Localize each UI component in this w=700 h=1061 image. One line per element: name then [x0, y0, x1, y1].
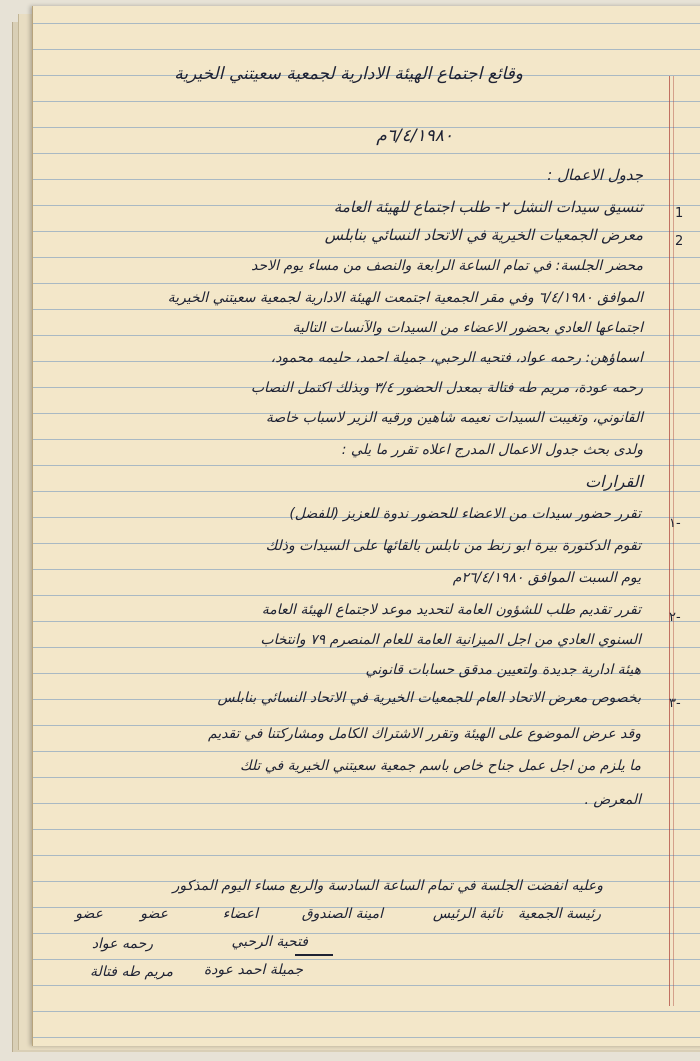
minutes-line: محضر الجلسة: في تمام الساعة الرابعة والنصف من مساء يوم الاحد: [251, 258, 643, 274]
decision-line: السنوي العادي من اجل الميزانية العامة للعام المنصرم ٧٩ وانتخاب: [260, 632, 641, 648]
agenda-number: 2: [675, 234, 684, 249]
margin-line: [673, 76, 674, 1006]
signature-name: فتحية الرحبي: [231, 934, 308, 950]
decision-number: ٣-: [669, 696, 681, 711]
signature-name: مريم طه فتالة: [90, 964, 173, 980]
minutes-line: اسماؤهن: رحمه عواد، فتحيه الرحبي، جميلة احمد، حليمه محمود،: [270, 350, 643, 366]
decision-line: يوم السبت الموافق ٢٦/٤/١٩٨٠م: [452, 570, 641, 586]
minutes-line: ولدى بحث جدول الاعمال المدرج اعلاه تقرر ما يلي :: [341, 442, 643, 458]
decision-line: تقوم الدكتورة بيرة ابو زنط من نابلس بالقائها على السيدات وذلك: [265, 538, 641, 554]
decision-line: ما يلزم من اجل عمل جناح خاص باسم جمعية سعيتني الخيرية في تلك: [240, 758, 641, 774]
decision-line: تقرر تقديم طلب للشؤون العامة لتحديد موعد لاجتماع الهيئة العامة: [261, 602, 641, 618]
signature-stroke: [295, 954, 333, 956]
decision-line: المعرض .: [584, 792, 641, 808]
minutes-line: الموافق ٦/٤/١٩٨٠ وفي مقر الجمعية اجتمعت الهيئة الادارية لجمعية سعيتني الخيرية: [167, 290, 643, 306]
decisions-heading: القرارات: [585, 472, 643, 491]
closing-line: وعليه انفضت الجلسة في تمام الساعة السادسة والربع مساء اليوم المذكور: [172, 878, 603, 894]
agenda-item: معرض الجمعيات الخيرية في الاتحاد النسائي بنابلس: [324, 226, 643, 244]
decision-line: تقرر حضور سيدات من الاعضاء للحضور ندوة للعزيز (للفضل): [289, 506, 641, 522]
decision-number: ١-: [669, 516, 681, 531]
decision-line: بخصوص معرض الاتحاد العام للجمعيات الخيرية في الاتحاد النسائي بنابلس: [217, 690, 641, 706]
document-title: وقائع اجتماع الهيئة الادارية لجمعية سعيتني الخيرية: [174, 64, 523, 84]
agenda-number: 1: [675, 206, 684, 221]
signature-role: عضو: [140, 906, 168, 922]
decision-number: ٢-: [669, 610, 681, 625]
signature-role: اعضاء: [222, 906, 258, 922]
minutes-line: رحمه عودة، مريم طه فتالة بمعدل الحضور ٣/٤ وبذلك اكتمل النصاب: [250, 380, 643, 396]
decision-line: هيئة ادارية جديدة ولتعيين مدقق حسابات قانوني: [365, 662, 641, 678]
lined-sheet: [32, 6, 700, 1046]
minutes-line: القانوني، وتغيبت السيدات نعيمه شاهين ورقيه الزير لاسباب خاصة: [265, 410, 643, 426]
signature-role: نائبة الرئيس: [432, 906, 503, 922]
agenda-item: تنسيق سيدات النشل ٢- طلب اجتماع للهيئة العامة: [333, 198, 643, 216]
margin-line: [669, 76, 670, 1006]
signature-role: رئيسة الجمعية: [517, 906, 601, 922]
minutes-line: اجتماعها العادي بحضور الاعضاء من السيدات والآنسات التالية: [292, 320, 643, 336]
signature-name: جميلة احمد عودة: [203, 962, 303, 978]
signature-role: امينة الصندوق: [301, 906, 383, 922]
agenda-heading: جدول الاعمال :: [547, 166, 643, 184]
decision-line: وقد عرض الموضوع على الهيئة وتقرر الاشتراك الكامل ومشاركتنا في تقديم: [207, 726, 641, 742]
signature-name: رحمه عواد: [91, 936, 153, 952]
signature-role: عضو: [75, 906, 103, 922]
meeting-date: ٦/٤/١٩٨٠م: [376, 126, 453, 146]
